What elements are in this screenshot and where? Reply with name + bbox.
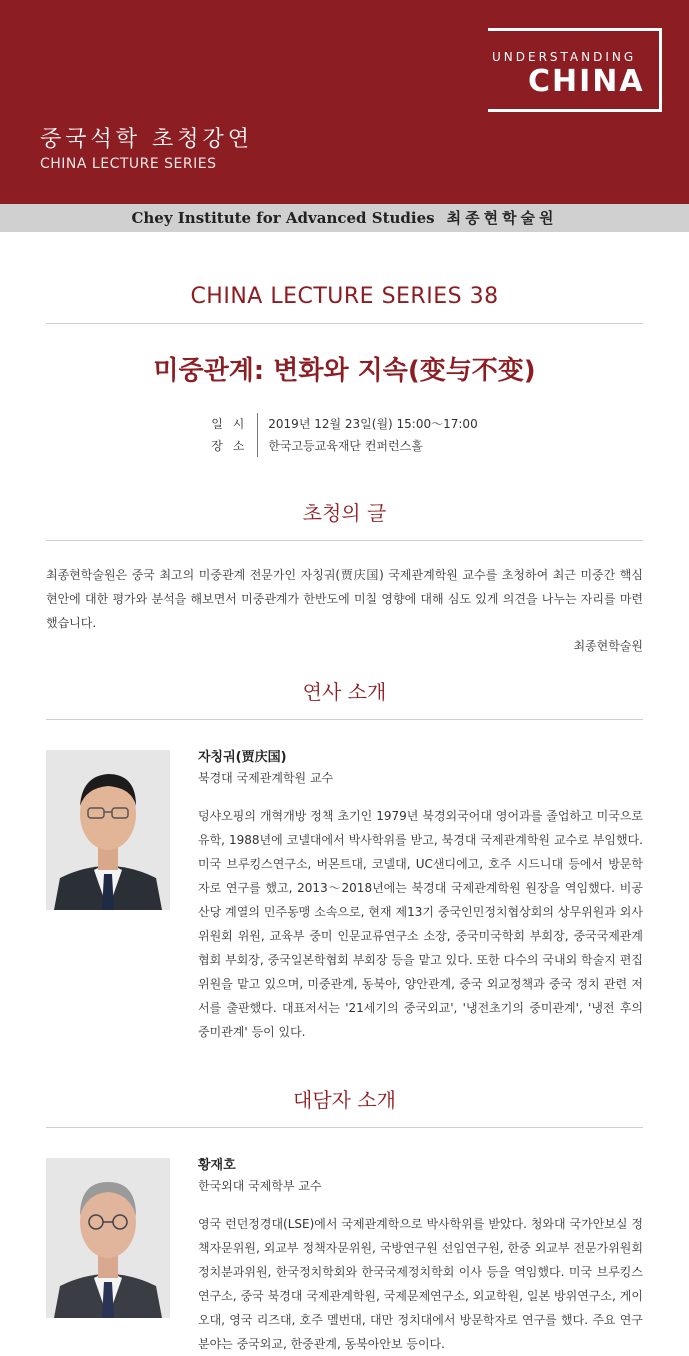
speaker-profile <box>46 746 643 1044</box>
invitation-signature: 최종현학술원 <box>573 639 643 653</box>
event-info <box>46 413 643 457</box>
speaker-name: 자칭궈(贾庆国) <box>198 750 287 765</box>
divider <box>46 719 643 720</box>
speaker-bio: 덩샤오핑의 개혁개방 정책 초기인 1979년 북경외국어대 영어과를 졸업하고 미국으로 유학, 1988년에 코넬대에서 박사학위를 받고, 북경대 국제관계학원 교수로 부임했다. 미국 브루킹스연구소, 버몬트대, 코넬대, UC샌디에고, 호주 시드니대 등에서 방문학자로 연구를 했고, 2013～2018년에는 북경대 국제관계학원 원장을 역임했다. 비공산당 계열의 민주동맹 소속으로, 현재 제13기 중국인민정치협상회의 상무위원과 외사위원회 위원, 교육부 중미 인문교류연구소 소장, 중국미국학회 부회장, 중국국제관계협회 부회장, 중국일본학협회 부회장 등을 맡고 있다. 또한 다수의 국내외 학술지 편집위원을 맡고 있으며, 미중관계, 동북아, 양안관계, 중국 외교정책과 중국 정치 관련 저서를 출판했다. 대표저서는 '21세기의 중국외교', '냉전초기의 중미관계', '냉전 후의 중미관계' 등이 있다. <box>198 809 643 1039</box>
date-label: 일 시 <box>211 417 248 431</box>
series-title-english: CHINA LECTURE SERIES <box>40 156 217 172</box>
lecture-series-number: CHINA LECTURE SERIES 38 <box>190 284 499 309</box>
place-value: 한국고등교육재단 컨퍼런스홀 <box>268 439 423 453</box>
series-title-korean: 중국석학 초청강연 <box>40 127 254 152</box>
divider <box>46 540 643 541</box>
place-label: 장 소 <box>211 439 248 453</box>
speaker-title: 북경대 국제관계학원 교수 <box>198 771 334 785</box>
discussant-profile <box>46 1154 643 1356</box>
content <box>0 284 689 1356</box>
header-banner <box>0 0 689 204</box>
event-info-values <box>258 413 477 457</box>
discussant-name: 황재호 <box>198 1158 236 1173</box>
discussant-bio-block <box>198 1154 643 1356</box>
institute-bar <box>0 204 689 232</box>
lecture-title: 미중관계: 변화와 지속(变与不变) <box>153 356 536 386</box>
event-info-labels <box>211 413 258 457</box>
invitation-text: 최종현학술원은 중국 최고의 미중관계 전문가인 자칭궈(贾庆国) 국제관계학원 교수를 초청하여 최근 미중간 핵심 현안에 대한 평가와 분석을 해보면서 미중관계가 한반도에 미칠 영향에 대해 심도 있게 의견을 나누는 자리를 마련했습니다. <box>46 568 643 630</box>
institute-name-korean: 최종현학술원 <box>446 209 558 227</box>
discussant-bio: 영국 런던정경대(LSE)에서 국제관계학으로 박사학위를 받았다. 청와대 국가안보실 정책자문위원, 외교부 정책자문위원, 국방연구원 선임연구원, 한중 외교부 전문가위원회 정치분과위원, 한국정치학회와 한국국제정치학회 이사 등을 역임했다. 미국 브루킹스연구소, 중국 북경대 국제관계학원, 국제문제연구소, 외교학원, 일본 방위연구소, 게이오대, 영국 리즈대, 호주 멜번대, 대만 정치대에서 방문학자로 연구를 했다. 주요 연구분야는 중국외교, 한중관계, 동북아안보 등이다. <box>198 1217 643 1351</box>
discussant-heading: 대담자 소개 <box>293 1088 396 1112</box>
date-value: 2019년 12월 23일(월) 15:00～17:00 <box>268 417 478 431</box>
institute-name-english: Chey Institute for Advanced Studies <box>131 209 435 227</box>
logo-top-text: UNDERSTANDING <box>492 50 640 64</box>
divider <box>46 323 643 324</box>
discussant-title: 한국외대 국제학부 교수 <box>198 1179 322 1193</box>
speaker-photo <box>46 750 170 910</box>
logo-main-text: CHINA <box>528 64 645 99</box>
speaker-bio-block <box>198 746 643 1044</box>
understanding-china-logo <box>488 28 664 114</box>
divider <box>46 1127 643 1128</box>
speaker-heading: 연사 소개 <box>302 680 387 704</box>
invitation-heading: 초청의 글 <box>302 501 387 525</box>
discussant-photo <box>46 1158 170 1318</box>
